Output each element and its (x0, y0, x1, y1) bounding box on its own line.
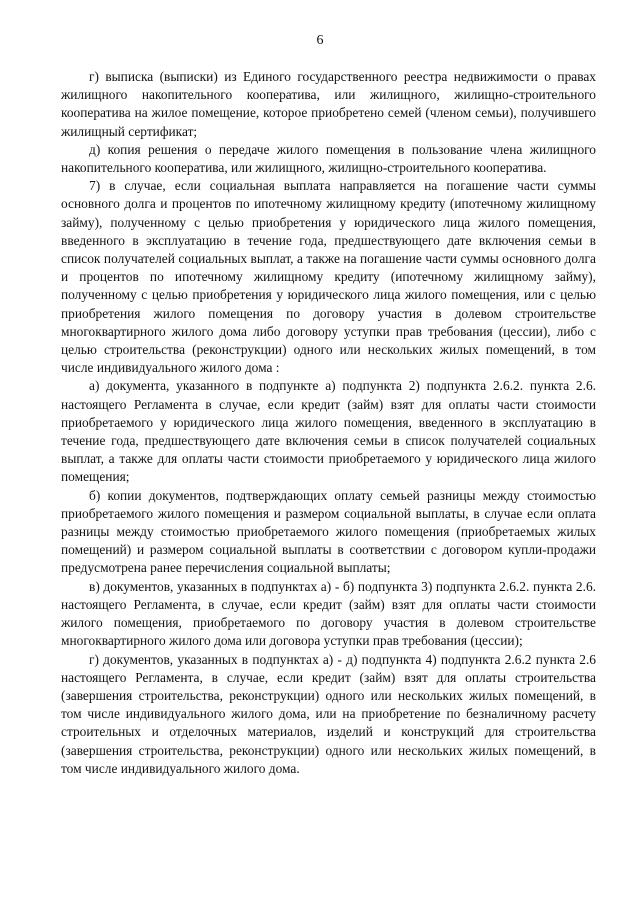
paragraph-item-7: 7) в случае, если социальная выплата направляется на погашение части суммы основного долга и процентов по ипотечному жилищному кредиту (ипотечному жилищному займу), полученному с целью приобретения у юридического лица жилого помещения, введенного в эксплуатацию в течение года, предшествующего дате включения семьи в список получателей социальных выплат, а также на погашение части суммы основного долга и процентов по ипотечному жилищному кредиту (ипотечному жилищному займу), полученному с целью приобретения у юридического лица жилого помещения, или с целью приобретения жилого помещения по договору участия в долевом строительстве многоквартирного жилого дома либо договору уступки прав требования (цессии), либо с целью строительства (реконструкции) одного или нескольких жилых помещений, в том числе индивидуального жилого дома : (61, 178, 596, 376)
paragraph-extract-registry: г) выписка (выписки) из Единого государственного реестра недвижимости о правах жилищного накопительного кооператива, или жилищного, жилищно-строительного кооператива на жилое помещение, которое приобретено семей (членом семьи), получившего жилищный сертификат; (61, 69, 596, 139)
paragraph-copy-decision: д) копия решения о передаче жилого помещения в пользование члена жилищного накопительного кооператива, или жилищного, жилищно-строительного кооператива. (61, 141, 596, 176)
paragraph-subitem-b: б) копии документов, подтверждающих оплату семьей разницы между стоимостью приобретаемого жилого помещения и размером социальной выплаты, в случае если оплата разницы между стоимостью приобретаемого жилого помещения (приобретаемых жилых помещений) и размером социальной выплаты в соответствии с договором купли-продажи предусмотрена ранее перечисления социальной выплаты; (61, 487, 596, 576)
document-body (61, 68, 596, 778)
paragraph-subitem-g: г) документов, указанных в подпунктах а) - д) подпункта 4) подпункта 2.6.2 пункта 2.6 настоящего Регламента, в случае, если кредит (займ) взят для оплаты строительства (завершения строительства, реконструкции) одного или нескольких жилых помещений, в том числе индивидуального жилого дома, или на приобретение по безналичному расчету строительных и отделочных материалов, изделий и конструкций для строительства (завершения строительства, реконструкции) одного или нескольких жилых помещений, в том числе индивидуального жилого дома. (61, 651, 596, 776)
page-number: 6 (316, 33, 324, 48)
paragraph-subitem-v: в) документов, указанных в подпунктах а) - б) подпункта 3) подпункта 2.6.2. пункта 2.6. настоящего Регламента, в случае, если кредит (займ) взят для оплаты части стоимости жилого помещения, приобретаемого по договору участия в долевом строительстве многоквартирного жилого дома или договора уступки прав требования (цессии); (61, 578, 596, 649)
paragraph-subitem-a: а) документа, указанного в подпункте а) подпункта 2) подпункта 2.6.2. пункта 2.6. настоящего Регламента в случае, если кредит (займ) взят для оплаты части стоимости приобретаемого у юридического лица жилого помещения, введенного в эксплуатацию в течение года, предшествующего дате включения семьи в список получателей социальных выплат, а также для оплаты части стоимости приобретаемого у юридического лица жилого помещения; (61, 378, 596, 485)
